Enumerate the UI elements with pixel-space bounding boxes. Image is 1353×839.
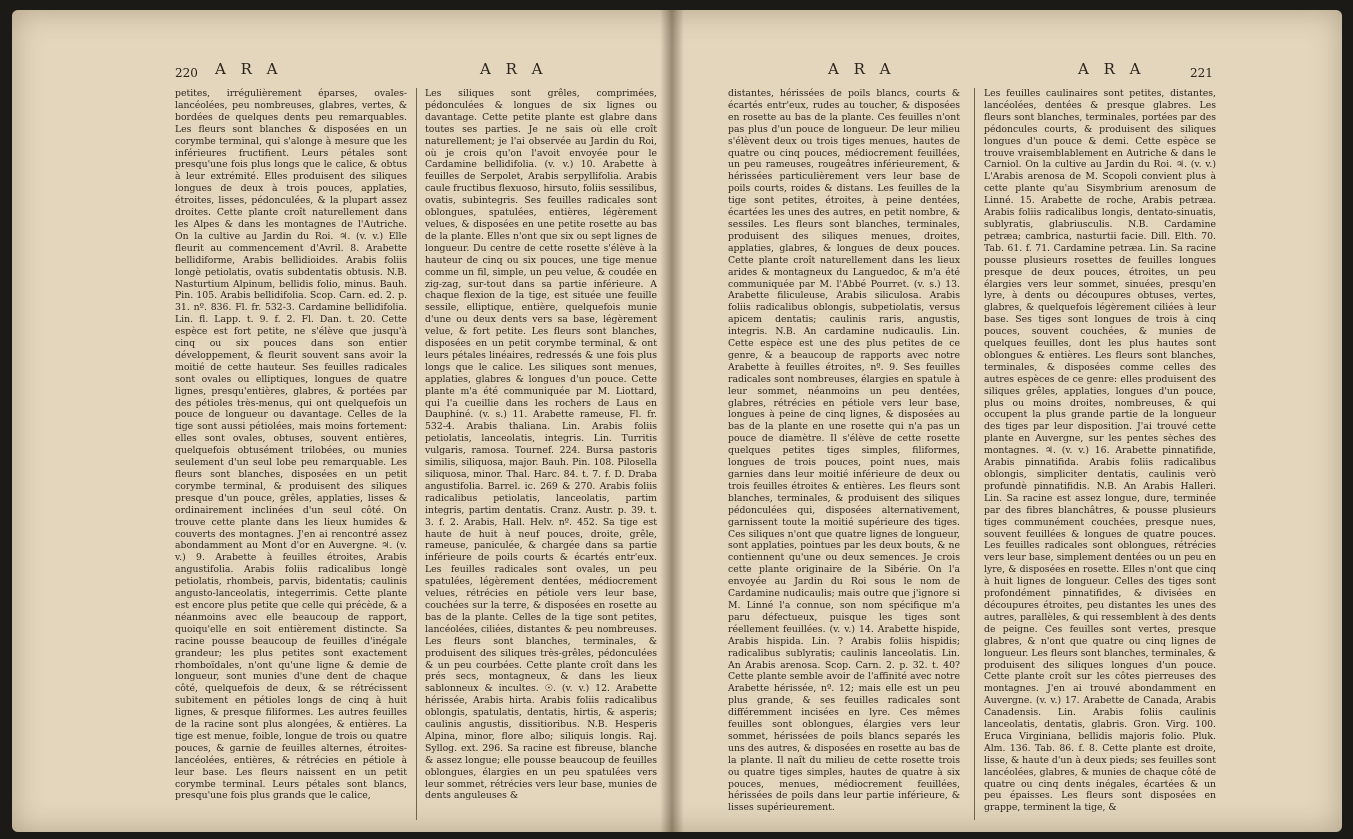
left-page bbox=[175, 60, 665, 820]
running-header: A R A bbox=[828, 60, 896, 78]
running-header: A R A bbox=[1078, 60, 1146, 78]
text-column-2: Les siliques sont grêles, comprimées, pédonculées & longues de six lignes ou davantage. Cette petite plante est glabre dans toutes ses parties. Je ne sais où elle croît naturellement; je l'ai observée au Jardin du Roi, où je crois qu'on l'avoit envoyée pour le Cardamine bellidifolia. (v. v.) 10. Arabette à feuilles de Serpolet, Arabis serpyllifolia. Arabis caule fructibus flexuoso, hirsuto, foliis sessilibus, ovatis, subintegris. Ses feuilles radicales sont oblongues, spatulées, entières, légèrement velues, & disposées en une petite rosette au bas de la plante. Elles n'ont que six ou sept lignes de longueur. Du centre de cette rosette s'élève à la hauteur de cinq ou six pouces, une tige menue comme un fil, simple, un peu velue, & coudée en zig-zag, sur-tout dans sa partie inférieure. A chaque flexion de la tige, est située une feuille sessile, elliptique, entière, quelquefois munie d'une ou deux dents vers sa base, légèrement velue, & fort petite. Les fleurs sont blanches, disposées en un petit corymbe terminal, & ont leurs pétales linéaires, redressés & une fois plus longs que le calice. Les siliques sont menues, applaties, glabres & longues d'un pouce. Cette plante m'a été communiquée par M. Liottard, qui l'a cueillie dans les rochers de Laus en Dauphiné. (v. s.) 11. Arabette rameuse, Fl. fr. 532-4. Arabis thaliana. Lin. Arabis foliis petiolatis, lanceolatis, integris. Lin. Turritis vulgaris, ramosa. Tournef. 224. Bursa pastoris similis, siliquosa, major. Bauh. Pin. 108. Pilosella siliquosa, minor. Thal. Harc. 84. t. 7. f. D. Draba angustifolia. Barrel. ic. 269 & 270. Arabis foliis radicalibus petiolatis, lanceolatis, partim integris, partim dentatis. Cranz. Austr. p. 39. t. 3. f. 2. Arabis, Hall. Helv. nº. 452. Sa tige est haute de huit à neuf pouces, droite, grêle, rameuse, paniculée, & chargée dans sa partie inférieure de poils courts & écartés entr'eux. Les feuilles radicales sont ovales, un peu spatulées, légèrement dentées, médiocrement velues, rétrécies en pétiole vers leur base, couchées sur la terre, & disposées en rosette au bas de la plante. Celles de la tige sont petites, lancéolées, ciliées, distantes & peu nombreuses. Les fleurs sont blanches, terminales, & produisent des siliques très-grêles, pédonculées & un peu courbées. Cette plante croît dans les prés secs, montagneux, & dans les lieux sablonneux & incultes. ☉. (v. v.) 12. Arabette hérissée, Arabis hirta. Arabis foliis radicalibus oblongis, spatulatis, dentatis, hirtis, & asperis; caulinis angustis, dissitioribus. N.B. Hesperis Alpina, minor, flore albo; siliquis longis. Raj. Syllog. ext. 296. Sa racine est fibreuse, blanche & assez longue; elle pousse beaucoup de feuilles oblongues, élargies en un peu spatulées vers leur sommet, rétrécies vers leur base, munies de dents anguleuses & bbox=[425, 88, 657, 802]
right-page bbox=[728, 60, 1223, 820]
column-rule bbox=[974, 88, 975, 820]
text-column-1: petites, irrégulièrement éparses, ovales-lancéolées, peu nombreuses, glabres, vertes, & bordées de quelques dents peu remarquables. Les fleurs sont blanches & disposées en un corymbe terminal, qui s'alonge à mesure que les inférieures fructifient. Leurs pétales sont presqu'une fois plus longs que le calice, & obtus à leur extrémité. Elles produisent des siliques longues de deux à trois pouces, applaties, étroites, lisses, pédonculées, & la plupart assez droites. Cette plante croît naturellement dans les Alpes & dans les montagnes de l'Autriche. On la cultive au Jardin du Roi. ♃. (v. v.) Elle fleurit au commencement d'Avril. 8. Arabette bellidiforme, Arabis bellidioides. Arabis foliis longè petiolatis, ovatis subdentatis obtusis. N.B. Nasturtium Alpinum, bellidis folio, minus. Bauh. Pin. 105. Arabis bellidifolia. Scop. Carn. ed. 2. p. 31. nº. 836. Fl. fr. 532-3. Cardamine bellidifolia. Lin. fl. Lapp. t. 9. f. 2. Fl. Dan. t. 20. Cette espèce est fort petite, ne s'élève que jusqu'à cinq ou six pouces dans son entier développement, & fleurit souvent sans avoir la moitié de cette hauteur. Ses feuilles radicales sont ovales ou elliptiques, longues de quatre lignes, presqu'entières, glabres, & portées par des pétioles très-menus, qui ont quelquefois un pouce de longueur ou davantage. Celles de la tige sont aussi pétiolées, mais moins fortement: elles sont ovales, obtuses, souvent entières, quelquefois obtusément trilobées, ou munies seulement d'un seul lobe peu remarquable. Les fleurs sont blanches, disposées en un petit corymbe terminal, & produisent des siliques presque d'un pouce, grêles, applaties, lisses & ordinairement inclinées d'un seul côté. On trouve cette plante dans les lieux humides & couverts des montagnes. J'en ai rencontré assez abondamment au Mont d'or en Auvergne. ♃. (v. v.) 9. Arabette à feuilles étroites, Arabis angustifolia. Arabis foliis radicalibus longè petiolatis, rhombeis, parvis, bidentatis; caulinis angusto-lanceolatis, integerrimis. Cette plante est encore plus petite que celle qui précède, & a néanmoins avec elle beaucoup de rapport, quoiqu'elle en soit entièrement distincte. Sa racine pousse beaucoup de feuilles d'inégale grandeur; les plus petites sont exactement rhomboïdales, n'ont qu'une ligne & demie de longueur, sont munies d'une dent de chaque côté, quelquefois de deux, & se rétrécissent subitement en pétioles longs de cinq à huit lignes, & presque filiformes. Les autres feuilles de la racine sont plus alongées, & entières. La tige est menue, foible, longue de trois ou quatre pouces, & garnie de feuilles alternes, étroites-lancéolées, entières, & rétrécies en pétiole à leur base. Les fleurs naissent en un petit corymbe terminal. Leurs pétales sont blancs, presqu'une fois plus grands que le calice, bbox=[175, 88, 407, 802]
page-number: 221 bbox=[1190, 66, 1213, 80]
text-column-1: distantes, hérissées de poils blancs, courts & écartés entr'eux, rudes au toucher, & disposées en rosette au bas de la plante. Ces feuilles n'ont pas plus d'un pouce de longueur. De leur milieu s'élèvent deux ou trois tiges menues, hautes de quatre ou cinq pouces, médiocrement feuillées, un peu rameuses, rougeâtres inférieurement, & hérissées particulièrement vers leur base de poils courts, roides & distans. Les feuilles de la tige sont petites, étroites, à peine dentées, écartées les unes des autres, en petit nombre, & sessiles. Les fleurs sont blanches, terminales, produisent des siliques menues, droites, applaties, glabres, & longues de deux pouces. Cette plante croît naturellement dans les lieux arides & montagneux du Languedoc, & m'a été communiquée par M. l'Abbé Pourret. (v. s.) 13. Arabette filiculeuse, Arabis siliculosa. Arabis foliis radicalibus oblongis, subpetiolatis, versus apicem dentatis; caulinis raris, angustis, integris. N.B. An cardamine nudicaulis. Lin. Cette espèce est une des plus petites de ce genre, & a beaucoup de rapports avec notre Arabette à feuilles étroites, nº. 9. Ses feuilles radicales sont nombreuses, élargies en spatule à leur sommet, néanmoins un peu dentées, glabres, rétrécies en pétiole vers leur base, longues à peine de cinq lignes, & disposées au bas de la plante en une rosette qui n'a pas un pouce de diamètre. Il s'élève de cette rosette quelques petites tiges simples, filiformes, longues de trois pouces, point nues, mais garnies dans leur moitié inférieure de deux ou trois feuilles étroites & entières. Les fleurs sont blanches, terminales, & produisent des siliques pédonculées qui, disposées alternativement, garnissent toute la moitié supérieure des tiges. Ces siliques n'ont que quatre lignes de longueur, sont applaties, pointues par les deux bouts, & ne contiennent qu'une ou deux semences. Je crois cette plante originaire de la Sibérie. On l'a envoyée au Jardin du Roi sous le nom de Cardamine nudicaulis; mais outre que j'ignore si M. Linné l'a connue, son nom spécifique m'a paru défectueux, puisque les tiges sont réellement feuillées. (v. v.) 14. Arabette hispide, Arabis hispida. Lin. ? Arabis foliis hispidis; radicalibus sublyratis; caulinis lanceolatis. Lin. An Arabis arenosa. Scop. Carn. 2. p. 32. t. 40? Cette plante semble avoir de l'affinité avec notre Arabette hérissée, nº. 12; mais elle est un peu plus grande, & ses feuilles radicales sont différemment incisées en lyre. Ces mêmes feuilles sont oblongues, élargies vers leur sommet, hérissées de poils blancs separés les uns des autres, & disposées en rosette au bas de la plante. Il naît du milieu de cette rosette trois ou quatre tiges simples, hautes de quatre à six pouces, menues, médiocrement feuillées, hérissées de poils dans leur partie inférieure, & lisses supérieurement. bbox=[728, 88, 960, 814]
running-header: A R A bbox=[480, 60, 548, 78]
page-number: 220 bbox=[175, 66, 198, 80]
column-rule bbox=[416, 88, 417, 820]
running-header: A R A bbox=[215, 60, 283, 78]
text-column-2: Les feuilles caulinaires sont petites, distantes, lancéolées, dentées & presque glabres. Les fleurs sont blanches, terminales, portées par des pédoncules courts, & produisent des siliques longues d'un pouce & demi. Cette espèce se trouve vraisemblablement en Autriche & dans le Carniol. On la cultive au Jardin du Roi. ♃. (v. v.) L'Arabis arenosa de M. Scopoli convient plus à cette plante qu'au Sisymbrium arenosum de Linné. 15. Arabette de roche, Arabis petræa. Arabis foliis radicalibus longis, dentato-sinuatis, sublyratis, glabriusculis. N.B. Cardamine petræa; cambrica, nasturtii facie. Dill. Elth. 70. Tab. 61. f. 71. Cardamine petræa. Lin. Sa racine pousse plusieurs rosettes de feuilles longues presque de deux pouces, étroites, un peu élargies vers leur sommet, sinuées, presqu'en lyre, à dents ou découpures obtuses, vertes, glabres, & quelquefois légèrement ciliées à leur base. Ses tiges sont longues de trois à cinq pouces, souvent couchées, & munies de quelques feuilles, dont les plus hautes sont oblongues & entières. Les fleurs sont blanches, terminales, & disposées comme celles des autres espèces de ce genre: elles produisent des siliques grêles, applaties, longues d'un pouce, plus ou moins droites, nombreuses, & qui occupent la plus grande partie de la longueur des tiges par leur disposition. J'ai trouvé cette plante en Auvergne, sur les pentes sèches des montagnes. ♃. (v. v.) 16. Arabette pinnatifide, Arabis pinnatifida. Arabis foliis radicalibus oblongis, simpliciter dentatis, caulinis verò profundè pinnatifidis. N.B. An Arabis Halleri. Lin. Sa racine est assez longue, dure, terminée par des fibres blanchâtres, & pousse plusieurs tiges communément couchées, presque nues, souvent feuillées & longues de quatre pouces. Les feuilles radicales sont oblongues, rétrécies vers leur base, simplement dentées ou un peu en lyre, & disposées en rosette. Elles n'ont que cinq à huit lignes de longueur. Celles des tiges sont profondément pinnatifides, & divisées en découpures étroites, peu distantes les unes des autres, parallèles, & qui ressemblent à des dents de peigne. Ces feuilles sont vertes, presque glabres, & n'ont que quatre ou cinq lignes de longueur. Les fleurs sont blanches, terminales, & produisent des siliques longues d'un pouce. Cette plante croît sur les côtes pierreuses des montagnes. J'en ai trouvé abondamment en Auvergne. (v. v.) 17. Arabette de Canada, Arabis Canadensis. Lin. Arabis foliis caulinis lanceolatis, dentatis, glabris. Gron. Virg. 100. Eruca Virginiana, bellidis majoris folio. Pluk. Alm. 136. Tab. 86. f. 8. Cette plante est droite, lisse, & haute d'un à deux pieds; ses feuilles sont lancéolées, glabres, & munies de chaque côté de quatre ou cinq dents inégales, écartées & un peu épaisses. Les fleurs sont disposées en grappe, terminent la tige, & bbox=[984, 88, 1216, 814]
